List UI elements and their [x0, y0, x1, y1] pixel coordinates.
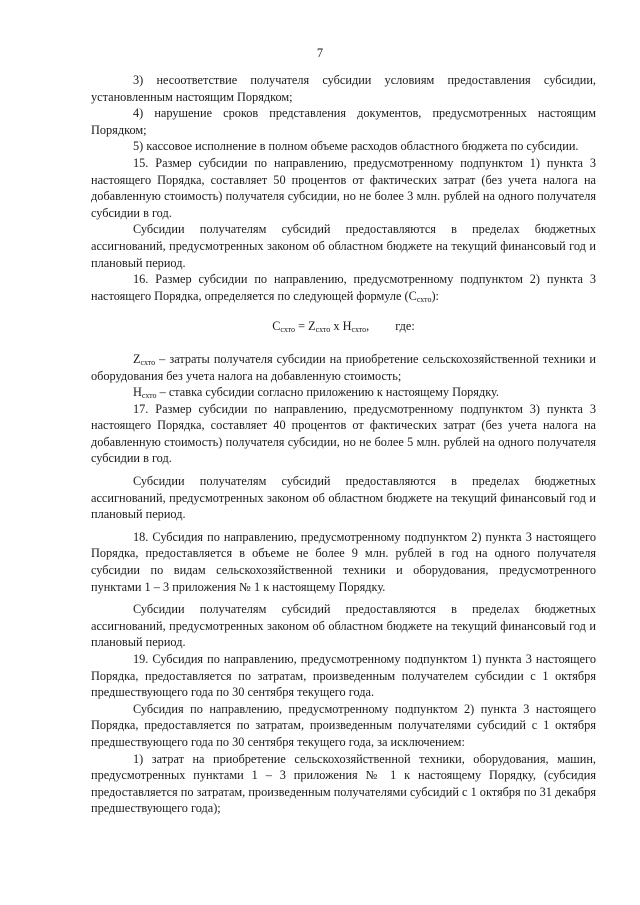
paragraph-15: 15. Размер субсидии по направлению, предусмотренному подпунктом 1) пункта 3 настоящего Порядка, составляет 50 процентов от фактических затрат (без учета налога на добавленную стоимость) получателя субсидии, но не более 3 млн. рублей на одного получателя субсидии в год. [91, 155, 596, 220]
paragraph-item-3: 3) несоответствие получателя субсидии условиям предоставления субсидии, установленным настоящим Порядком; [91, 73, 596, 104]
formula-sub-2: схто [315, 325, 331, 335]
definition-z [91, 351, 596, 384]
formula-where: где: [395, 319, 415, 334]
paragraph-19-second: Субсидия по направлению, предусмотренному подпунктом 2) пункта 3 настоящего Порядка, предоставляется по затратам, произведенным получателями субсидий с 1 октября предшествующего года по 30 сентября текущего года, за исключением: [91, 701, 596, 749]
definition-h-subscript: схто [141, 391, 157, 401]
subsidy-formula [91, 318, 596, 335]
paragraph-16-text: 16. Размер субсидии по направлению, предусмотренному подпунктом 2) пункта 3 настоящего Порядка, определяется по следующей формуле (C [91, 272, 596, 303]
paragraph-17: 17. Размер субсидии по направлению, предусмотренному подпунктом 3) пункта 3 настоящего Порядка, составляет 40 процентов от фактических затрат (без учета налога на добавленную стоимость) получателя субсидии, но не более 5 млн. рублей на одного получателя субсидии в год. [91, 401, 596, 466]
paragraph-19-exception-1: 1) затрат на приобретение сельскохозяйственной техники, оборудования, машин, предусмотренных пунктами 1 – 3 приложения № 1 к настоящему Порядку, (субсидия предоставляется по затратам, произведенным получателями субсидий с 1 октября по 31 декабря предшествующего года); [91, 751, 596, 816]
formula-comma: , [366, 319, 370, 334]
paragraph-18: 18. Субсидия по направлению, предусмотренному подпунктом 2) пункта 3 настоящего Порядка, предоставляется в объеме не более 9 млн. рублей в год на одного получателя субсидии по видам сельскохозяйственной техники и оборудования, предусмотренного пунктами 1 – 3 приложения № 1 к настоящему Порядку. [91, 529, 596, 594]
formula-times-h: x H [330, 319, 352, 334]
definition-z-subscript: схто [140, 357, 156, 367]
paragraph-16-subscript: схто [416, 294, 432, 304]
paragraph-15-budget: Субсидии получателям субсидий предоставляются в пределах бюджетных ассигнований, предусмотренных законом об областном бюджете на текущий финансовый год и плановый период. [91, 222, 596, 270]
paragraph-16 [91, 271, 596, 304]
definition-z-text: – затраты получателя субсидии на приобретение сельскохозяйственной техники и оборудования без учета налога на добавленную стоимость; [91, 351, 596, 383]
formula-sub-3: схто [351, 325, 367, 335]
paragraph-item-5: 5) кассовое исполнение в полном объеме расходов областного бюджета по субсидии. [133, 139, 579, 154]
paragraph-19: 19. Субсидия по направлению, предусмотренному подпунктом 1) пункта 3 настоящего Порядка, предоставляется по затратам, произведенным получателем субсидии с 1 октября предшествующего года по 30 сентября текущего года. [91, 652, 596, 700]
paragraph-item-4: 4) нарушение сроков представления документов, предусмотренных настоящим Порядком; [91, 106, 596, 137]
page-number: 7 [316, 46, 324, 60]
paragraph-18-budget: Субсидии получателям субсидий предоставляются в пределах бюджетных ассигнований, предусмотренных законом об областном бюджете на текущий финансовый год и плановый период. [91, 602, 596, 650]
definition-h-text: – ставка субсидии согласно приложению к настоящему Порядку. [156, 385, 499, 400]
formula-c: C [272, 319, 281, 334]
formula-sub-1: схто [280, 325, 296, 335]
formula-equals-z: = Z [295, 319, 316, 334]
definition-h-symbol: H [133, 385, 142, 400]
definition-h [91, 384, 596, 401]
paragraph-16-end: ): [431, 288, 439, 303]
paragraph-17-budget: Субсидии получателям субсидий предоставляются в пределах бюджетных ассигнований, предусмотренных законом об областном бюджете на текущий финансовый год и плановый период. [91, 474, 596, 522]
definition-z-symbol: Z [133, 351, 141, 366]
document-body [91, 72, 596, 817]
